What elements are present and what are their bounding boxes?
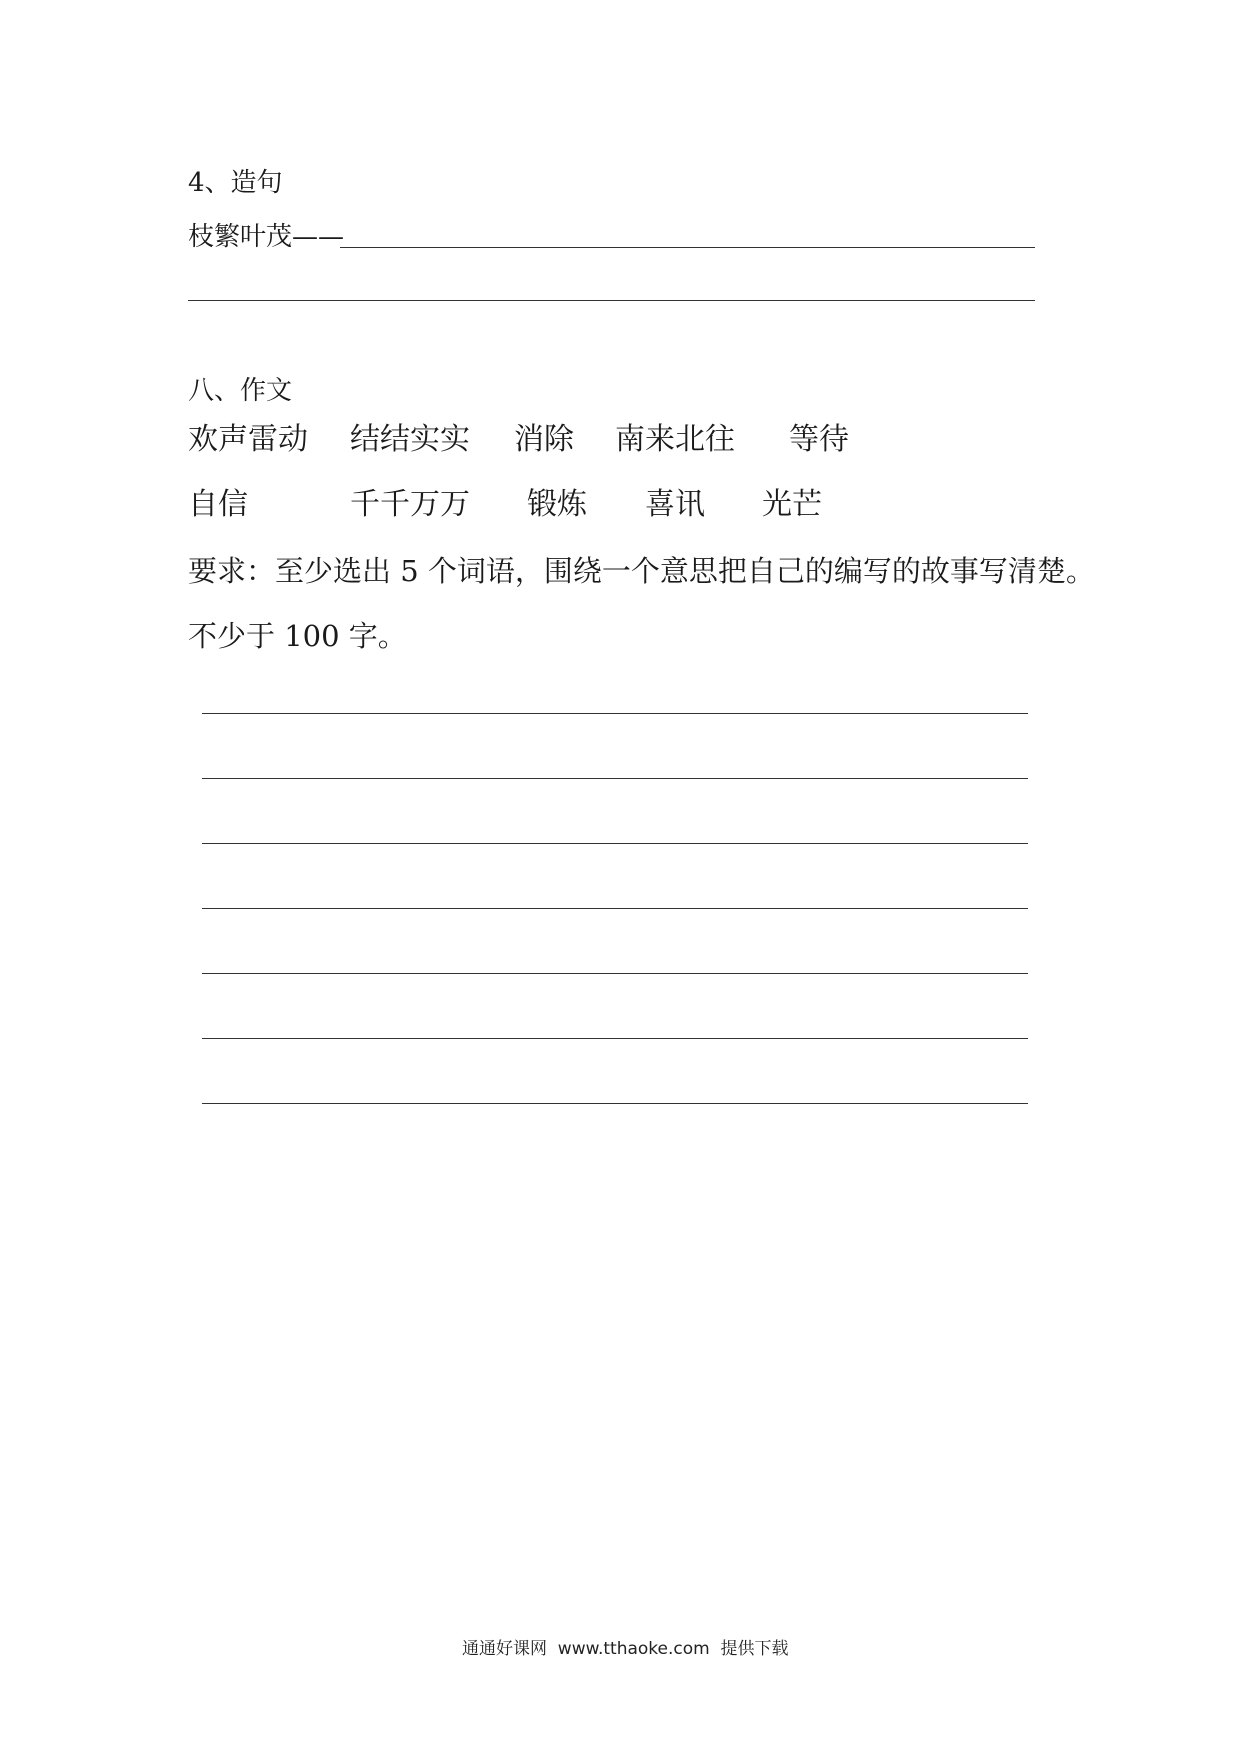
- word-item: 等待: [789, 422, 849, 457]
- word-item: 喜讯: [645, 487, 705, 522]
- writing-line[interactable]: [202, 1103, 1028, 1104]
- word-item: 自信: [188, 487, 248, 522]
- writing-line[interactable]: [202, 778, 1028, 779]
- sentence-word-label: 枝繁叶茂——: [188, 222, 345, 252]
- word-item: 结结实实: [350, 422, 470, 457]
- answer-line[interactable]: [188, 300, 1035, 301]
- section-8-heading: 八、作文: [188, 376, 293, 406]
- writing-line[interactable]: [202, 973, 1028, 974]
- writing-line[interactable]: [202, 1038, 1028, 1039]
- word-item: 光芒: [762, 487, 822, 522]
- word-item: 欢声雷动: [188, 422, 308, 457]
- section-4-heading: 4、造句: [188, 168, 283, 198]
- writing-line[interactable]: [202, 713, 1028, 714]
- answer-line[interactable]: [340, 247, 1035, 248]
- word-item: 锻炼: [527, 487, 587, 522]
- word-item: 千千万万: [350, 487, 470, 522]
- word-item: 消除: [514, 422, 574, 457]
- requirement-text: 要求：至少选出 5 个词语，围绕一个意思把自己的编写的故事写清楚。: [188, 554, 1095, 588]
- page-footer: 通通好课网 www.tthaoke.com 提供下载: [462, 1639, 789, 1659]
- writing-line[interactable]: [202, 843, 1028, 844]
- writing-line[interactable]: [202, 908, 1028, 909]
- word-item: 南来北往: [615, 422, 735, 457]
- requirement-text: 不少于 100 字。: [188, 619, 407, 653]
